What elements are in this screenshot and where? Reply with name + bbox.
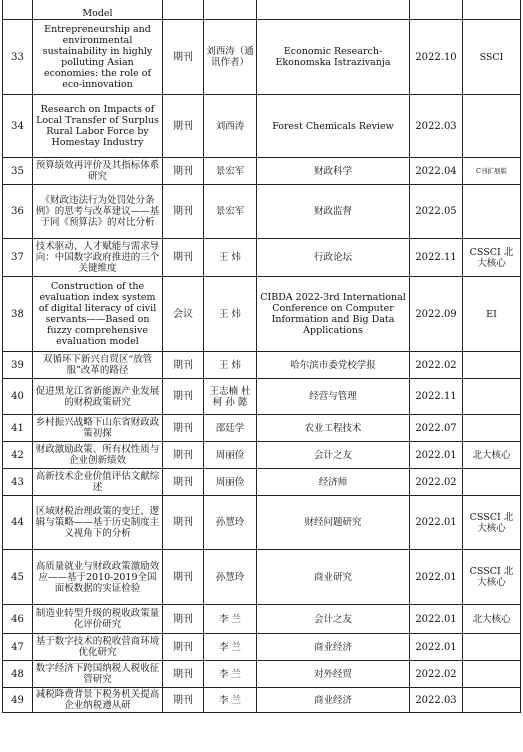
paper-title: 区域财税治理政策的变迁、逻辑与策略——基于历史制度主义视角下的分析	[33, 496, 163, 550]
paper-title: 财政激励政策、所有权性质与企业创新绩效	[33, 442, 163, 469]
row-number: 43	[3, 469, 33, 496]
publication-date: 2022.01	[410, 605, 463, 634]
table-row	[3, 415, 521, 442]
author: 周丽俭	[204, 442, 257, 469]
publication-date: 2022.01	[410, 496, 463, 550]
venue: 财经问题研究	[257, 496, 410, 550]
index-note	[463, 352, 521, 379]
paper-title: Construction of the evaluation index system of digital literacy of civil servants——Based on fuzzy comprehensive evaluation model	[33, 277, 163, 352]
paper-title: 技术驱动、人才赋能与需求导向：中国数字政府推进的三个关键维度	[33, 239, 163, 277]
table-row	[3, 469, 521, 496]
index-note	[463, 634, 521, 661]
index-note: CSSCI 北大核心	[463, 239, 521, 277]
row-number: 41	[3, 415, 33, 442]
paper-title: 预算绩效再评价及其指标体系研究	[33, 158, 163, 185]
row-number: 48	[3, 661, 33, 688]
table-row	[3, 239, 521, 277]
index-note: 北大核心	[463, 442, 521, 469]
publication-date: 2022.02	[410, 661, 463, 688]
table-row	[3, 185, 521, 239]
publication-type: 期刊	[163, 20, 204, 95]
row-number: 46	[3, 605, 33, 634]
index-note: C刊扩展版	[463, 158, 521, 185]
author: 王 炜	[204, 277, 257, 352]
author: 景宏军	[204, 185, 257, 239]
table-row	[3, 688, 521, 713]
publication-type: 期刊	[163, 496, 204, 550]
publication-date: 2022.01	[410, 634, 463, 661]
venue: 商业研究	[257, 550, 410, 605]
publication-date: 2022.01	[410, 442, 463, 469]
publication-date: 2022.03	[410, 688, 463, 713]
author: 孙慧玲	[204, 496, 257, 550]
row-number: 49	[3, 688, 33, 713]
publication-date: 2022.10	[410, 20, 463, 95]
publication-date: 2022.09	[410, 277, 463, 352]
publication-type: 期刊	[163, 661, 204, 688]
venue: Forest Chemicals Review	[257, 95, 410, 158]
venue: 会计之友	[257, 442, 410, 469]
row-number: 33	[3, 20, 33, 95]
publication-type: 期刊	[163, 95, 204, 158]
author: 孙慧玲	[204, 550, 257, 605]
venue: 财政监督	[257, 185, 410, 239]
venue: CIBDA 2022-3rd International Conference on Computer Information and Big Data Applications	[257, 277, 410, 352]
author: 李 兰	[204, 661, 257, 688]
publication-type: 期刊	[163, 158, 204, 185]
index-note: CSSCI 北大核心	[463, 496, 521, 550]
table-row	[3, 661, 521, 688]
paper-title: 高新技术企业价值评估文献综述	[33, 469, 163, 496]
venue: 经营与管理	[257, 379, 410, 415]
table-row	[3, 379, 521, 415]
paper-title: 基于数字技术的税收营商环境优化研究	[33, 634, 163, 661]
table-row	[3, 0, 521, 20]
index-note	[463, 95, 521, 158]
index-note	[463, 415, 521, 442]
publication-type: 期刊	[163, 469, 204, 496]
paper-title: 双循环下新兴自贸区“放管服”改革的路径	[33, 352, 163, 379]
publication-date: 2022.03	[410, 95, 463, 158]
author: 邵廷学	[204, 415, 257, 442]
author: 李 兰	[204, 634, 257, 661]
publication-type: 期刊	[163, 550, 204, 605]
paper-title: Entrepreneurship and environmental sustainability in highly polluting Asian economies: the role of eco-innovation	[33, 20, 163, 95]
publication-type: 期刊	[163, 634, 204, 661]
table-row	[3, 158, 521, 185]
paper-title: 高质量就业与财政政策激励效应——基于2010-2019全国面板数据的实证检验	[33, 550, 163, 605]
index-note	[463, 688, 521, 713]
publication-type: 期刊	[163, 605, 204, 634]
table-row	[3, 442, 521, 469]
publication-type: 会议	[163, 277, 204, 352]
publication-date: 2022.02	[410, 352, 463, 379]
row-number: 45	[3, 550, 33, 605]
venue: 经济师	[257, 469, 410, 496]
index-note: CSSCI 北大核心	[463, 550, 521, 605]
empty-cell	[410, 0, 463, 20]
achievements-table	[2, 0, 521, 713]
publication-date: 2022.04	[410, 158, 463, 185]
row-number	[3, 0, 33, 20]
table-row	[3, 550, 521, 605]
venue: Economic Research-Ekonomska Istrazivanja	[257, 20, 410, 95]
publication-date: 2022.07	[410, 415, 463, 442]
venue: 财政科学	[257, 158, 410, 185]
row-number: 34	[3, 95, 33, 158]
row-number: 36	[3, 185, 33, 239]
index-note	[463, 379, 521, 415]
index-note: EI	[463, 277, 521, 352]
publication-date: 2022.01	[410, 550, 463, 605]
empty-cell	[204, 0, 257, 20]
table-row	[3, 277, 521, 352]
author: 周丽俭	[204, 469, 257, 496]
publication-date: 2022.05	[410, 185, 463, 239]
publication-date: 2022.11	[410, 239, 463, 277]
author: 王 炜	[204, 352, 257, 379]
paper-title: 减税降费背景下税务机关提高企业纳税遵从研	[33, 688, 163, 713]
author: 王 炜	[204, 239, 257, 277]
index-note	[463, 661, 521, 688]
author: 李 兰	[204, 605, 257, 634]
venue: 行政论坛	[257, 239, 410, 277]
publication-type: 期刊	[163, 442, 204, 469]
paper-title: 数字经济下跨国纳税人税收征管研究	[33, 661, 163, 688]
row-number: 40	[3, 379, 33, 415]
row-number: 37	[3, 239, 33, 277]
publication-date: 2022.11	[410, 379, 463, 415]
author: 王志楠 杜 柯 孙 懿	[204, 379, 257, 415]
author: 景宏军	[204, 158, 257, 185]
venue: 哈尔滨市委党校学报	[257, 352, 410, 379]
venue: 商业经济	[257, 688, 410, 713]
paper-title: 乡村振兴战略下山东省财政政策初探	[33, 415, 163, 442]
empty-cell	[257, 0, 410, 20]
row-number: 38	[3, 277, 33, 352]
paper-title: 《财政违法行为处罚处分条例》的思考与改革建议——基于同《预算法》的对比分析	[33, 185, 163, 239]
index-note: 北大核心	[463, 605, 521, 634]
row-number: 39	[3, 352, 33, 379]
paper-title: 促进黑龙江省新能源产业发展的财税政策研究	[33, 379, 163, 415]
author: 李 兰	[204, 688, 257, 713]
table-row	[3, 95, 521, 158]
publication-type: 期刊	[163, 379, 204, 415]
empty-cell	[463, 0, 521, 20]
publication-type: 期刊	[163, 415, 204, 442]
publication-type: 期刊	[163, 185, 204, 239]
row-number: 35	[3, 158, 33, 185]
paper-title: Model	[33, 0, 163, 20]
venue: 会计之友	[257, 605, 410, 634]
row-number: 42	[3, 442, 33, 469]
table-row	[3, 634, 521, 661]
author: 刘西涛	[204, 95, 257, 158]
paper-title: 制造业转型升级的税收政策量化评价研究	[33, 605, 163, 634]
author: 刘西涛（通讯作者）	[204, 20, 257, 95]
venue: 商业经济	[257, 634, 410, 661]
empty-cell	[163, 0, 204, 20]
venue: 对外经贸	[257, 661, 410, 688]
publication-date: 2022.02	[410, 469, 463, 496]
venue: 农业工程技术	[257, 415, 410, 442]
index-note	[463, 469, 521, 496]
row-number: 44	[3, 496, 33, 550]
index-note	[463, 185, 521, 239]
row-number: 47	[3, 634, 33, 661]
index-note: SSCI	[463, 20, 521, 95]
table-row	[3, 496, 521, 550]
table-row	[3, 605, 521, 634]
table-row	[3, 352, 521, 379]
publication-type: 期刊	[163, 239, 204, 277]
publication-type: 期刊	[163, 352, 204, 379]
publication-type: 期刊	[163, 688, 204, 713]
table-row	[3, 20, 521, 95]
paper-title: Research on Impacts of Local Transfer of Surplus Rural Labor Force by Homestay Industry	[33, 95, 163, 158]
